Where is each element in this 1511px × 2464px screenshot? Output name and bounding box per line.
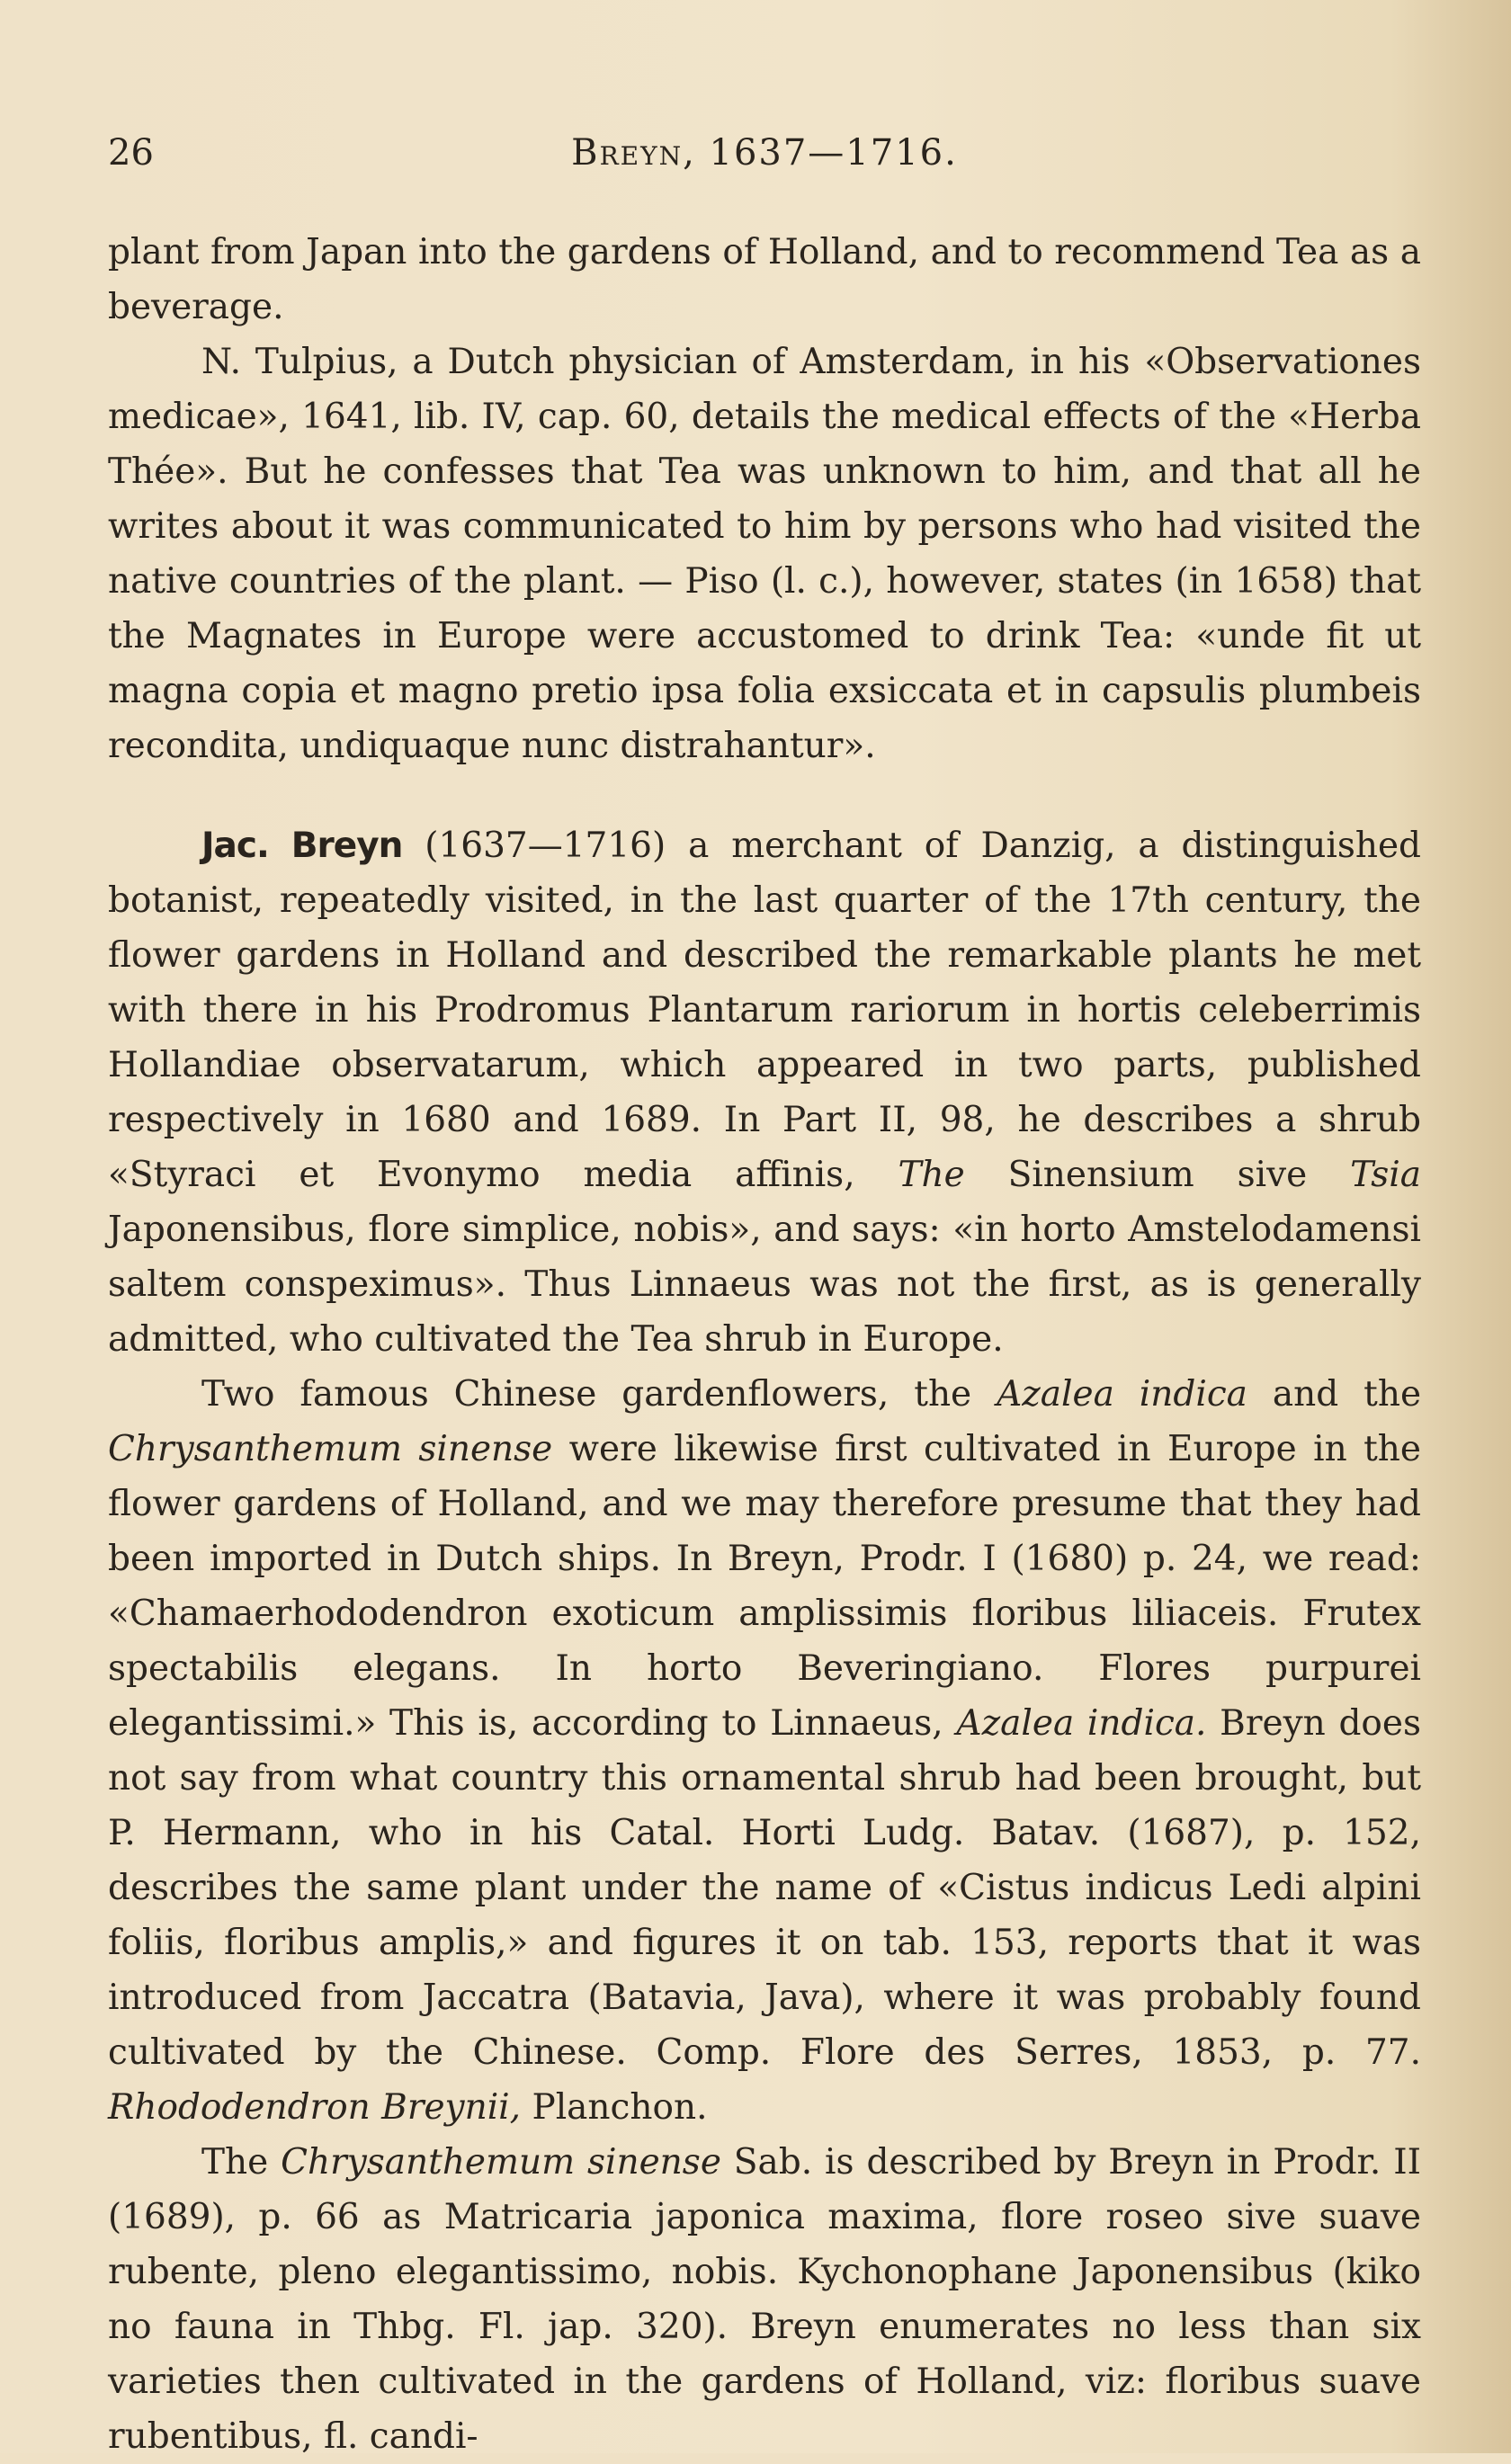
breyn-name: Jac. Breyn	[201, 826, 403, 866]
text-run: were likewise first cultivated in Europe in the flower gardens of Holland, and we may therefore presume that they had been imported in Dutch ships. In Breyn, Prodr. I (1680) p. 24, we read: «Chamaerhododendron exoticum amplissimis floribus liliaceis. Frutex spectabilis elegans. In horto Beveringiano. Flores purpurei elegantissimi.» This is, according to Linnaeus,	[108, 1429, 1421, 1744]
paragraph-gardenflowers	[108, 1367, 1421, 2135]
text-run: Two famous Chinese gardenflowers, the	[201, 1374, 997, 1415]
italic-term: Azalea indica.	[956, 1703, 1207, 1744]
running-title: Breyn, 1637—1716.	[571, 132, 958, 174]
italic-term: The	[898, 1155, 965, 1195]
italic-term: Rhododendron Breynii,	[108, 2087, 522, 2128]
text-run: Planchon.	[521, 2087, 708, 2128]
text-run: (1637—1716) a merchant of Danzig, a distinguished botanist, repeatedly visited, in the last quarter of the 17th century, the flower gardens in Holland and described the remarkable plants he met with there in his Prodromus Plantarum rariorum in hortis celeberrimis Hollandiae observatarum, which appeared in two parts, published respectively in 1680 and 1689. In Part II, 98, he describes a shrub «Styraci et Evonymo media affinis,	[108, 826, 1421, 1195]
paragraph-breyn	[108, 818, 1421, 1367]
page-number: 26	[108, 132, 154, 174]
body-text	[108, 225, 1421, 2464]
italic-term: Tsia	[1350, 1155, 1421, 1195]
text-run: Japonensibus, flore simplice, nobis», and says: «in horto Amstelodamensi saltem conspeximus». Thus Linnaeus was not the first, as is generally admitted, who cultivated the Tea shrub in Europe.	[108, 1210, 1421, 1360]
text-run: Breyn does not say from what country this ornamental shrub had been brought, but P. Hermann, who in his Catal. Horti Ludg. Batav. (1687), p. 152, describes the same plant under the name of «Cistus indicus Ledi alpini foliis, floribus amplis,» and figures it on tab. 153, reports that it was introduced from Jaccatra (Batavia, Java), where it was probably found cultivated by the Chinese. Comp. Flore des Serres, 1853, p. 77.	[108, 1703, 1421, 2073]
paragraph-tulpius: N. Tulpius, a Dutch physician of Amsterdam, in his «Observationes medicae», 1641, lib. IV, cap. 60, details the medical effects of the «Herba Thée». But he confesses that Tea was unknown to him, and that all he writes about it was communicated to him by persons who had visited the native countries of the plant. — Piso (l. c.), however, states (in 1658) that the Magnates in Europe were accustomed to drink Tea: «unde fit ut magna copia et magno pretio ipsa folia exsiccata et in capsulis plumbeis recondita, undiquaque nunc distrahantur».	[108, 342, 1421, 766]
text-run: The	[201, 2142, 282, 2183]
italic-term: Azalea indica	[997, 1374, 1247, 1415]
paragraph-chrysanthemum	[108, 2135, 1421, 2464]
italic-term: Chrysanthemum sinense	[281, 2142, 721, 2183]
text-run: and the	[1247, 1374, 1422, 1415]
paragraph-continuation: plant from Japan into the gardens of Holland, and to recommend Tea as a beverage.	[108, 232, 1421, 327]
text-run: Sinensium sive	[964, 1155, 1351, 1195]
text-run: Sab. is described by Breyn in Prodr. II (1689), p. 66 as Matricaria japonica maxima, flore roseo sive suave rubente, pleno elegantissimo, nobis. Kychonophane Japonensibus (kiko no fauna in Thbg. Fl. jap. 320). Breyn enumerates no less than six varieties then cultivated in the gardens of Holland, viz: floribus suave rubentibus, fl. candi-	[108, 2142, 1422, 2457]
italic-term: Chrysanthemum sinense	[108, 1429, 553, 1469]
page-header	[108, 126, 1421, 180]
